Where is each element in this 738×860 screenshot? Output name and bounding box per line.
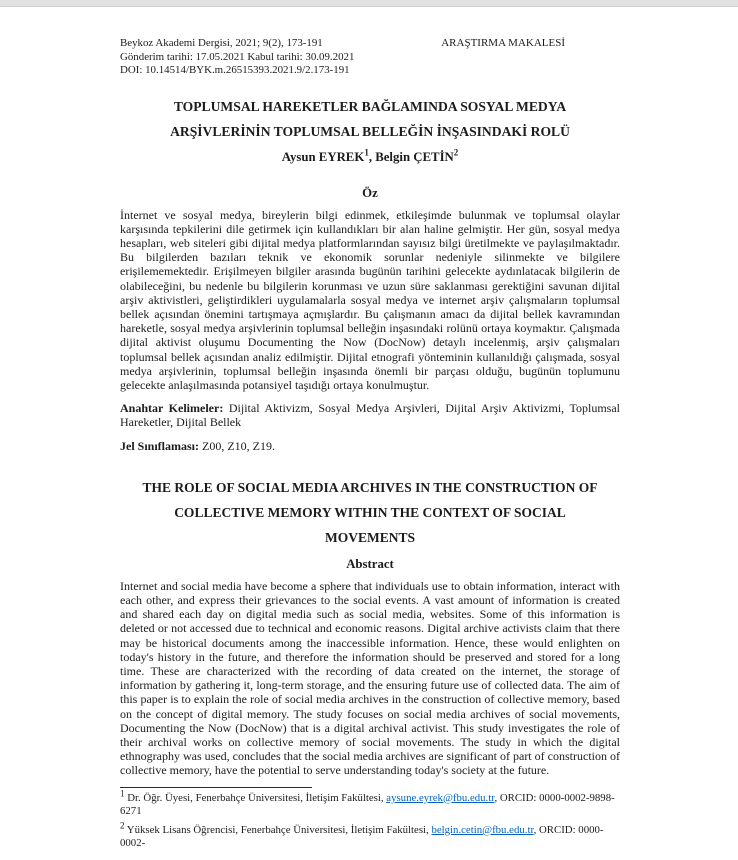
authors-line (120, 149, 620, 165)
author-2-name: Belgin ÇETİN (375, 149, 454, 164)
title-turkish-line-1: TOPLUMSAL HAREKETLER BAĞLAMINDA SOSYAL MEDYA (173, 98, 567, 114)
footnote-2-partially-visible (120, 820, 620, 850)
title-english-line-3: MOVEMENTS (324, 529, 415, 545)
title-english-line-2: COLLECTIVE MEMORY WITHIN THE CONTEXT OF SOCIAL (174, 504, 566, 520)
jel-text: Z00, Z10, Z19. (199, 438, 276, 453)
journal-citation: Beykoz Akademi Dergisi, 2021; 9(2), 173-191 (120, 37, 323, 49)
footnote-separator-rule (120, 787, 312, 788)
article-type-label: ARAŞTIRMA MAKALESİ (441, 37, 565, 49)
author-1-name: Aysun EYREK (281, 149, 365, 164)
keywords-paragraph (120, 401, 620, 429)
doi-line: DOI: 10.14514/BYK.m.26515393.2021.9/2.173-191 (120, 64, 350, 76)
abstract-heading: Abstract (346, 556, 394, 571)
footnote-1-marker: 1 (120, 788, 125, 798)
submission-dates: Gönderim tarihi: 17.05.2021 Kabul tarihi: 30.09.2021 (120, 50, 355, 63)
page-content (0, 7, 738, 850)
author-2-footnote-marker: 2 (453, 147, 459, 158)
footnote-2-affiliation: Yüksek Lisans Öğrencisi, Fenerbahçe Üniversitesi, İletişim Fakültesi, (124, 823, 432, 836)
jel-paragraph (120, 439, 620, 453)
author-1-email-link[interactable]: aysune.eyrek@fbu.edu.tr (386, 791, 495, 804)
viewer-top-strip (0, 0, 738, 7)
author-1-footnote-marker: 1 (364, 147, 369, 158)
footnote-2-marker: 2 (120, 820, 125, 830)
keywords-label: Anahtar Kelimeler: (120, 401, 224, 416)
abstract-turkish-body: İnternet ve sosyal medya, bireylerin bilgi edinmek, etkileşimde bulunmak ve toplumsal olaylar karşısında tepkilerini dile getirmek için kullandıkları bir alan haline gelmiştir. Her gün, sosyal medya hesapları, web siteleri gibi dijital medya platformlarından sayısız bilgi üretilmekte ve paylaşılmaktadır. Bu bilgilerden bazıları teknik ve ekonomik sorunlar nedeniyle silinmekte ve bilgilere erişilememektedir. Erişilmeyen bilgiler arasında bugünün tarihini gelecekte aydınlatacak bilgilerin de olabileceğini, bu nedenle bu bilgilerin korunması ve uzun süre saklanması gerektiğini savunan dijital arşiv aktivistleri, geliştirdikleri uygulamalarla sosyal medya ve internet arşiv çalışmaların toplumsal bellek açısından önemini tartışmaya açmışlardır. Bu çalışmanın amacı da dijital bellek kavramından hareketle, sosyal medya arşivlerinin toplumsal belleğin inşasındaki rolünü ortaya koymaktır. Çalışmada dijital aktivist oluşumu Documenting the Now (DocNow) detaylı incelenmiş, arşiv çalışmaları toplumsal bellek açısından analiz edilmiştir. Dijital etnografi yönteminin kullanıldığı çalışmada, sosyal medya arşivlerinin, toplumsal belleğin inşasında önemli bir parçası olduğu, bugünün toplumunu gelecekte anlaşılmasında potansiyel taşıdığı ortaya konulmuştur. (120, 207, 620, 392)
authors-separator: , (368, 149, 376, 164)
title-turkish (120, 94, 620, 144)
title-turkish-line-2: ARŞİVLERİNİN TOPLUMSAL BELLEĞİN İNŞASINDAKİ ROLÜ (170, 123, 570, 139)
journal-info (120, 37, 354, 78)
jel-label: Jel Sınıflaması: (120, 438, 200, 453)
abstract-english-body: Internet and social media have become a sphere that individuals use to obtain information, interact with each other, and express their grievances to the social events. A vast amount of information is created and shared each day on digital media such as social media, websites. Some of this information is deleted or not accessed due to technical and economic reasons. Digital archive activists claim that there may be historical documents among the inaccessible information. Hence, these would enlighten on today's history in the future, and therefore the information should be preserved and stored for a long time. These are characterized with the recording of data created on the internet, the storage of information by gathering it, long-term storage, and the ensuring future use of collected data. The aim of this paper is to explain the role of social media archives in the construction of collective memory, based on the concept of digital memory. The study focuses on social media archives of social movements, Documenting the Now (DocNow) that is a digital archival activist. This study investigates the role of their archival works on collective memory of social movements. The study in which the digital ethnography was used, concludes that the social media archives are significant of part of construction of collective memory, have the potential to serve understanding today's society at the future. (120, 578, 620, 778)
footnote-2-orcid: , ORCID: 0000-0002- (120, 823, 604, 849)
footnote-1 (120, 788, 620, 818)
oz-heading: Öz (362, 185, 378, 200)
keywords-text: Dijital Aktivizm, Sosyal Medya Arşivleri, Dijital Arşiv Aktivizmi, Toplumsal Hareketler, Dijital Bellek (120, 401, 620, 430)
author-2-email-link[interactable]: belgin.cetin@fbu.edu.tr (431, 823, 534, 836)
title-english (120, 475, 620, 550)
title-english-line-1: THE ROLE OF SOCIAL MEDIA ARCHIVES IN THE CONSTRUCTION OF (142, 479, 598, 495)
article-header (120, 37, 620, 78)
footnote-1-affiliation: Dr. Öğr. Üyesi, Fenerbahçe Üniversitesi, İletişim Fakültesi, (124, 791, 387, 804)
footnote-1-orcid: , ORCID: 0000-0002-9898-6271 (120, 791, 615, 817)
